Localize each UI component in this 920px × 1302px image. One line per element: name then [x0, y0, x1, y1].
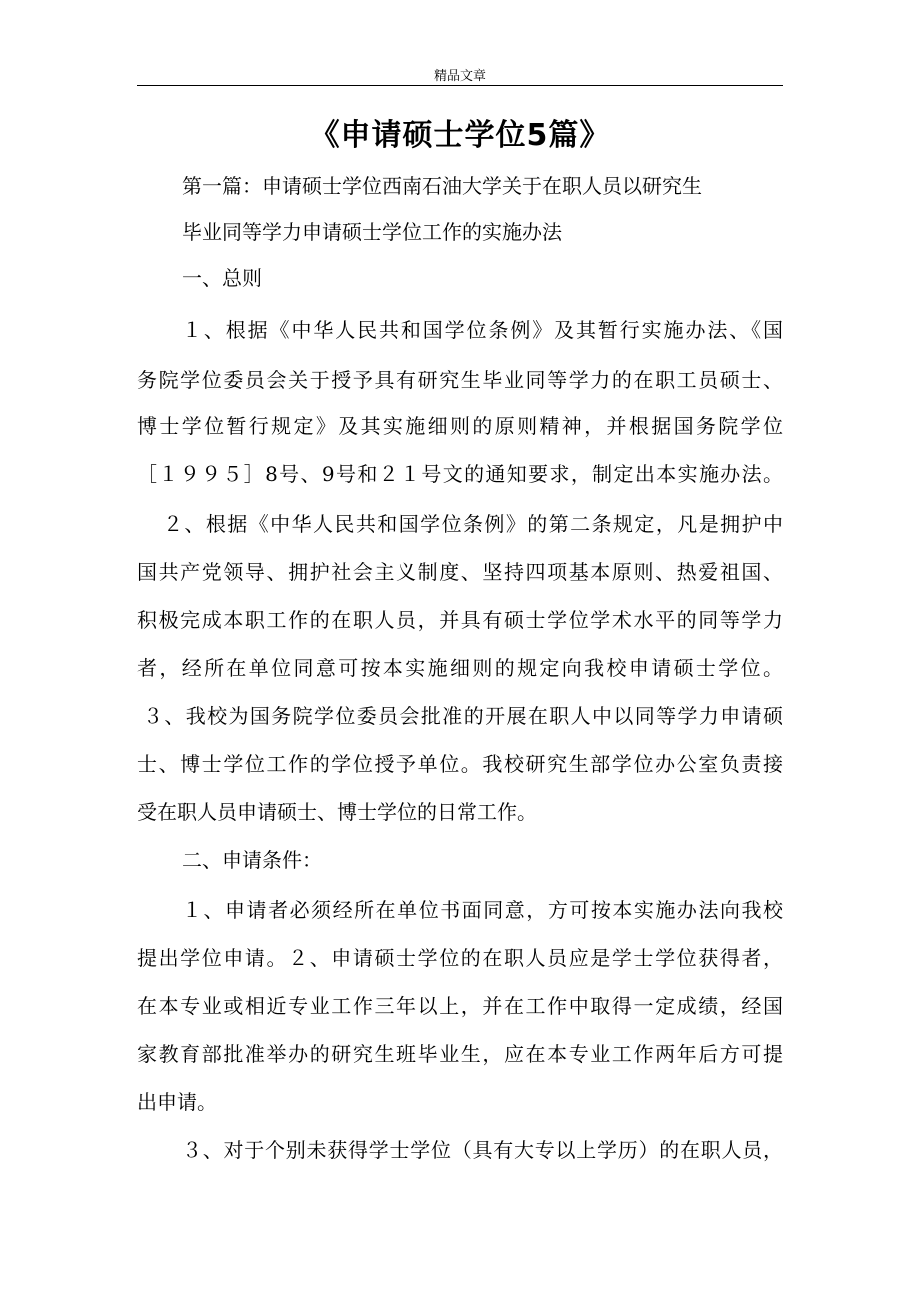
body-line: 积极完成本职工作的在职人员，并具有硕士学位学术水平的同等学力 [137, 608, 783, 632]
body-line: 士、博士学位工作的学位授予单位。我校研究生部学位办公室负责接 [137, 752, 783, 776]
body-line: ２、根据《中华人民共和国学位条例》的第二条规定，凡是拥护中 [163, 512, 783, 536]
body-line: ［１９９５］8号、9号和２１号文的通知要求，制定出本实施办法。 [137, 462, 783, 486]
body-line: ３、我校为国务院学位委员会批准的开展在职人中以同等学力申请硕 [143, 704, 783, 728]
body-line: 务院学位委员会关于授予具有研究生毕业同等学力的在职工员硕士、 [137, 368, 783, 392]
body-line: 受在职人员申请硕士、博士学位的日常工作。 [137, 800, 537, 824]
body-line: 国共产党领导、拥护社会主义制度、坚持四项基本原则、热爱祖国、 [137, 560, 783, 584]
body-line: 者，经所在单位同意可按本实施细则的规定向我校申请硕士学位。 [137, 656, 783, 680]
document-title: 《申请硕士学位5篇》 [309, 118, 611, 153]
body-line: 毕业同等学力申请硕士学位工作的实施办法 [182, 220, 562, 244]
header-divider [137, 85, 783, 86]
body-line: 出申请。 [137, 1090, 217, 1114]
body-line: 博士学位暂行规定》及其实施细则的原则精神，并根据国务院学位 [137, 414, 783, 438]
body-line: 家教育部批准举办的研究生班毕业生，应在本专业工作两年后方可提 [137, 1042, 783, 1066]
body-line: 在本专业或相近专业工作三年以上，并在工作中取得一定成绩，经国 [137, 994, 783, 1018]
body-line: 提出学位申请。２、申请硕士学位的在职人员应是学士学位获得者， [137, 946, 783, 970]
section-heading: 二、申请条件： [182, 848, 322, 872]
section-heading: 一、总则 [182, 266, 262, 290]
header-label: 精品文章 [433, 69, 486, 84]
body-line: 第一篇：申请硕士学位西南石油大学关于在职人员以研究生 [182, 174, 702, 198]
body-line: ３、对于个别未获得学士学位（具有大专以上学历）的在职人员， [182, 1138, 783, 1162]
body-line: １、根据《中华人民共和国学位条例》及其暂行实施办法、《国 [182, 318, 783, 342]
body-line: １、申请者必须经所在单位书面同意，方可按本实施办法向我校 [182, 898, 783, 922]
